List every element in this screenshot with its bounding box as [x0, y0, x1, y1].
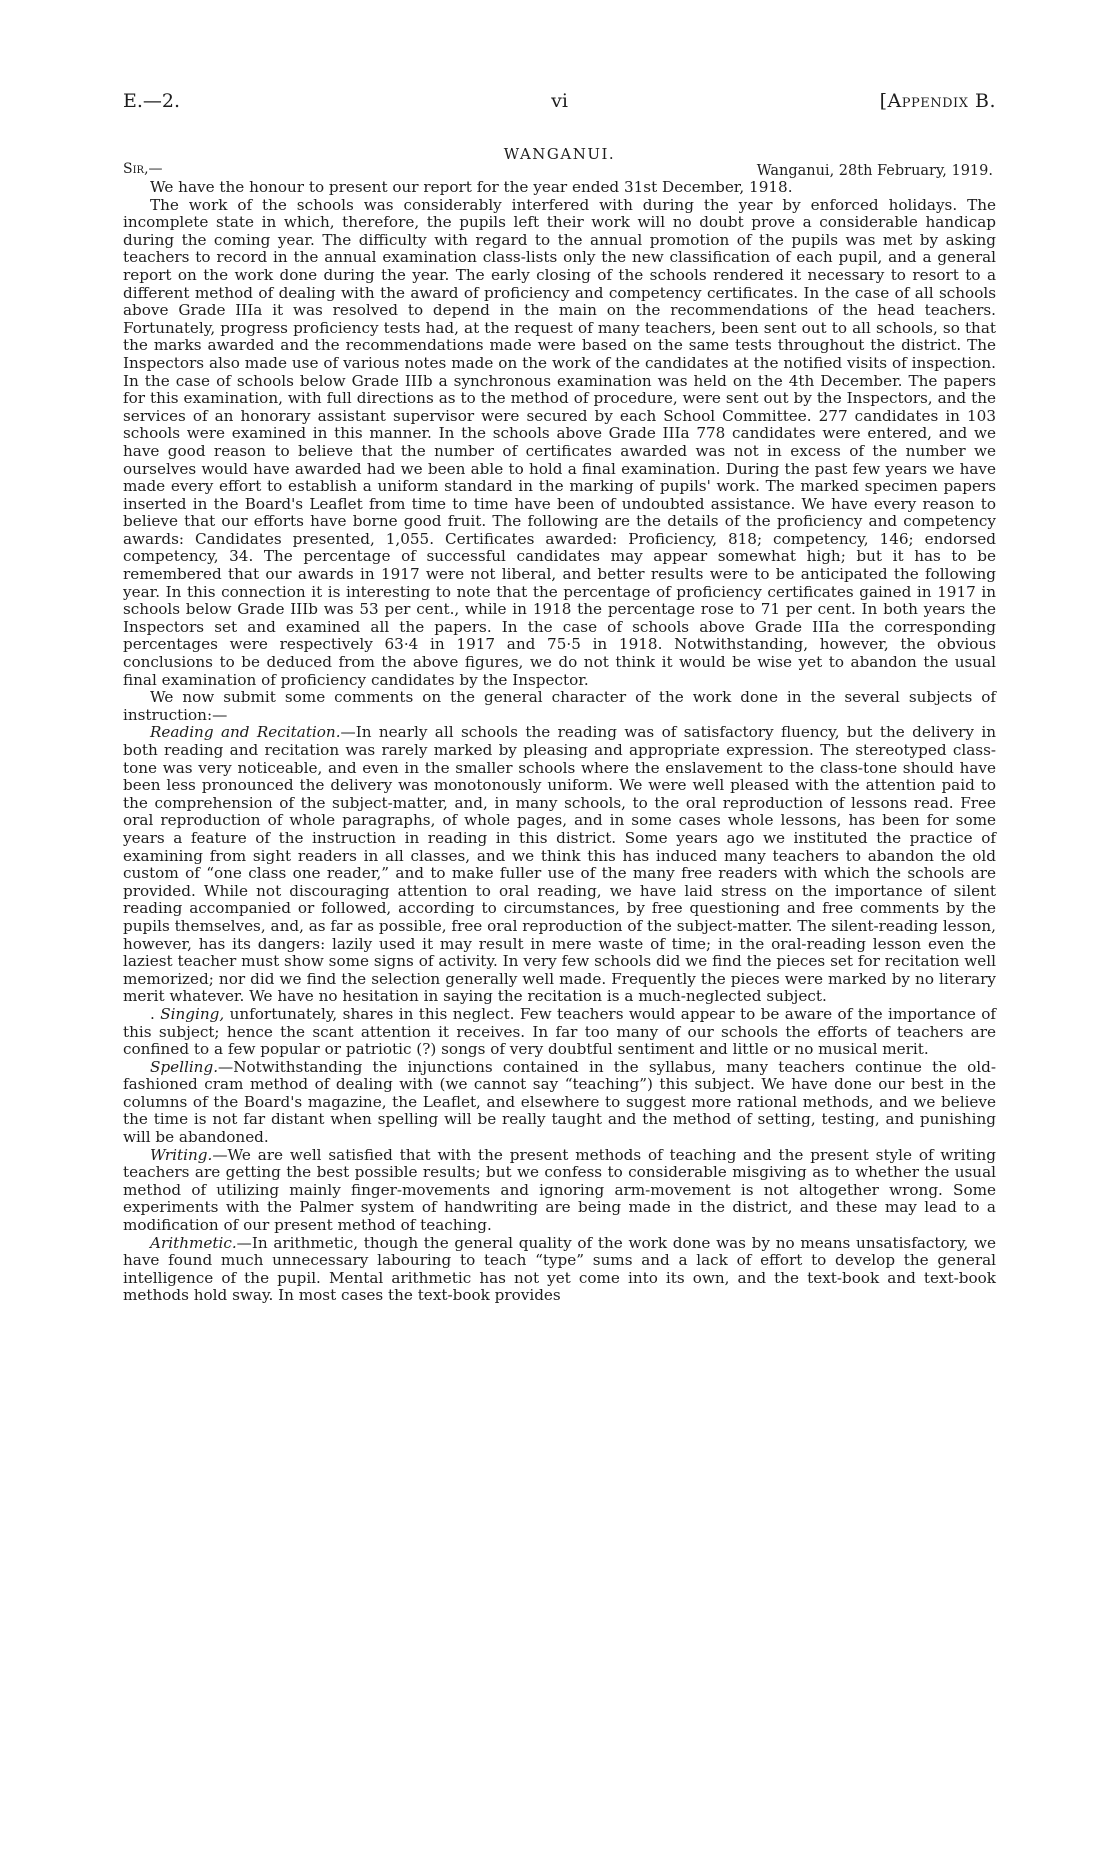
paragraph-reading: Reading and Recitation.—In nearly all schools the reading was of satisfactory fluency, but the delivery in both reading and recitation was rarely marked by pleasing and appropriate expression. The stereotyped class-tone was very noticeable, and even in the smaller schools where the enslavement to the class-tone should have been less pronounced the delivery was monotonously uniform. We were well pleased with the attention paid to the comprehension of the subject-matter, and, in many schools, to the oral reproduction of lessons read. Free oral reproduction of whole paragraphs, of whole pages, and in some cases whole lessons, has been for some years a feature of the instruction in reading in this district. Some years ago we instituted the practice of examining from sight readers in all classes, and we think this has induced many teachers to abandon the old custom of “one class one reader,” and to make fuller use of the many free readers with which the schools are provided. While not discouraging attention to oral reading, we have laid stress on the importance of silent reading accompanied or followed, according to circumstances, by free questioning and free comments by the pupils themselves, and, as far as possible, free oral reproduction of the subject-matter. The silent-reading lesson, however, has its dangers: lazily used it may result in mere waste of time; in the oral-reading lesson even the laziest teacher must show some signs of activity. In very few schools did we find the pieces set for recitation well memorized; nor did we find the selection generally well made. Frequently the pieces were marked by no literary merit whatever. We have no hesitation in saying the recitation is a much-neglected subject.	[123, 723, 997, 1006]
subject-heading-reading: Reading and Recitation.	[150, 723, 341, 742]
paragraph-singing: . Singing, unfortunately, shares in this neglect. Few teachers would appear to be aware of the importance of this subject; hence the scant attention it receives. In far too many of our schools the efforts of teachers are confined to a few popular or patriotic (?) songs of very doubtful sentiment and little or no musical merit.	[123, 1004, 996, 1059]
subject-heading-singing: Singing,	[160, 1004, 225, 1023]
paragraph-intro: We have the honour to present our report for the year ended 31st December, 1918.	[150, 178, 793, 196]
report-reference: E.—2.	[123, 90, 181, 112]
paragraph-subjects-intro: We now submit some comments on the general character of the work done in the several subjects of instruction:—	[123, 688, 996, 724]
section-title: WANGANUI.	[503, 145, 616, 163]
report-body	[123, 179, 996, 1305]
appendix-label: [Appendix B.	[879, 90, 996, 112]
paragraph-certificates: The work of the schools was considerably interfered with during the year by enforced holidays. The incomplete state in which, therefore, the pupils left their work will no doubt prove a considerable handicap during the coming year. The difficulty with regard to the annual promotion of the pupils was met by asking teachers to record in the annual examination class-lists only the new classification of each pupil, and a general report on the work done during the year. The early closing of the schools rendered it necessary to resort to a different method of dealing with the award of proficiency and competency certificates. In the case of all schools above Grade IIIa it was resolved to depend in the main on the recommendations of the head teachers. Fortunately, progress proficiency tests had, at the request of many teachers, been sent out to all schools, so that the marks awarded and the recommendations made were based on the same tests throughout the district. The Inspectors also made use of various notes made on the work of the candidates at the notified visits of inspection. In the case of schools below Grade IIIb a synchronous examination was held on the 4th December. The papers for this examination, with full directions as to the method of procedure, were sent out by the Inspectors, and the services of an honorary assistant supervisor were secured by each School Committee. 277 candidates in 103 schools were examined in this manner. In the schools above Grade IIIa 778 candidates were entered, and we have good reason to believe that the number of certificates awarded was not in excess of the number we ourselves would have awarded had we been able to hold a final examination. During the past few years we have made every effort to establish a uniform standard in the marking of pupils' work. The marked specimen papers inserted in the Board's Leaflet from time to time have been of undoubted assistance. We have every reason to believe that our efforts have borne good fruit. The following are the details of the proficiency and competency awards: Candidates presented, 1,055. Certificates awarded: Proficiency, 818; competency, 146; endorsed competency, 34. The percentage of successful candidates may appear somewhat high; but it has to be remembered that our awards in 1917 were not liberal, and better results were to be anticipated the following year. In this connection it is interesting to note that the percentage of proficiency certificates gained in 1917 in schools below Grade IIIb was 53 per cent., while in 1918 the percentage rose to 71 per cent. In both years the Inspectors set and examined all the papers. In the case of schools above Grade IIIa the corresponding percentages were respectively 63·4 in 1917 and 75·5 in 1918. Notwithstanding, however, the obvious conclusions to be deduced from the above figures, we do not think it would be wise yet to abandon the usual final examination of proficiency candidates by the Inspector.	[123, 195, 996, 689]
paragraph-writing: Writing.—We are well satisfied that with the present methods of teaching and the present style of writing teachers are getting the best possible results; but we confess to considerable misgiving as to whether the usual method of utilizing mainly finger-movements and ignoring arm-movement is not altogether wrong. Some experiments with the Palmer system of handwriting are being made in the district, and these may lead to a modification of our present method of teaching.	[123, 1145, 996, 1235]
paragraph-spelling: Spelling.—Notwithstanding the injunctions contained in the syllabus, many teachers continue the old-fashioned cram method of dealing with (we cannot say “teaching”) this subject. We have done our best in the columns of the Board's magazine, the Leaflet, and elsewhere to suggest more rational methods, and we believe the time is not far distant when spelling will be really taught and the method of setting, testing, and punishing will be abandoned.	[123, 1057, 996, 1147]
subject-heading-arithmetic: Arithmetic.	[150, 1233, 237, 1252]
subject-heading-writing: Writing.	[150, 1145, 213, 1164]
subject-heading-spelling: Spelling.	[150, 1057, 219, 1076]
dateline: Wanganui, 28th February, 1919.	[756, 163, 993, 179]
paragraph-arithmetic: Arithmetic.—In arithmetic, though the general quality of the work done was by no means unsatisfactory, we have found much unnecessary labouring to teach “type” sums and a lack of effort to develop the general intelligence of the pupil. Mental arithmetic has not yet come into its own, and the text-book and text-book methods hold sway. In most cases the text-book provides	[123, 1233, 996, 1305]
page-number: vi	[551, 90, 568, 112]
salutation: Sir,—	[123, 161, 163, 177]
page-header	[123, 90, 996, 124]
